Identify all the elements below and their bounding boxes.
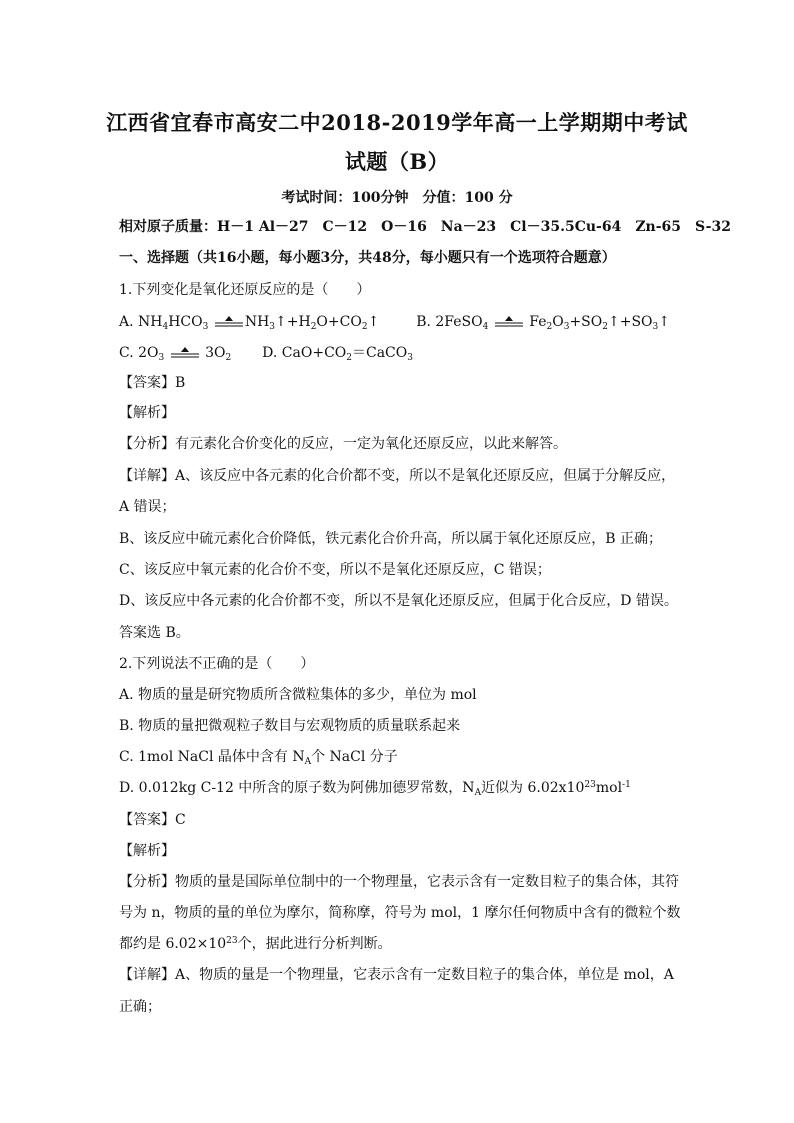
question-2-analysis: 都约是 $6.02\times 10^{23}$个，据此进行分析判断。 <box>119 936 392 952</box>
question-2-option-a: A. 物质的量是研究物质所含微粒集体的多少，单位为 mol <box>119 687 477 703</box>
heat-arrow-icon <box>213 314 245 328</box>
question-2-detail: 【详解】A、物质的量是一个物理量，它表示含有一定数目粒子的集合体，单位是 mol，A <box>119 967 674 983</box>
question-2-answer: 【答案】C <box>119 812 186 828</box>
heat-arrow-icon <box>169 345 201 359</box>
question-1-analysis: 【分析】有元素化合价变化的反应，一定为氧化还原反应，以此来解答。 <box>119 436 567 452</box>
page-title: 江西省宜春市高安二中2018-2019学年高一上学期期中考试 <box>106 110 688 135</box>
question-1-conclusion: 答案选 B。 <box>119 625 190 641</box>
section-heading: 一、选择题（共16小题，每小题3分，共48分，每小题只有一个选项符合题意） <box>119 250 616 266</box>
question-2-option-d: D. 0.012kg C-12 中所含的原子数为阿佛加德罗常数，$N_A$近似为 $6.02x10^{23}mol^{-1}$ <box>119 780 631 798</box>
question-1-detail: D、该反应中各元素的化合价都不变，所以不是氧化还原反应，但属于化合反应，D 错误。 <box>119 593 678 609</box>
question-1-analysis-heading: 【解析】 <box>119 405 175 421</box>
option-b: B. 2FeSO$_4$ $Fe_2O_3+SO_2↑+SO_3↑$ <box>416 314 670 332</box>
question-1-detail: B、该反应中硫元素化合价降低，铁元素化合价升高，所以属于氧化还原反应，B 正确； <box>119 531 663 547</box>
question-2-analysis: 号为 n，物质的量的单位为摩尔，简称摩，符号为 mol，1 摩尔任何物质中含有的微粒个数 <box>119 905 681 921</box>
page-title-line2: 试题（B） <box>344 149 450 174</box>
question-1-options-cd <box>119 345 413 363</box>
question-2-analysis-heading: 【解析】 <box>119 843 175 859</box>
exam-info: 考试时间：100分钟 分值：100 分 <box>281 190 513 206</box>
question-1-detail: A 错误； <box>119 499 176 515</box>
question-2-option-c: C. 1mol NaCl 晶体中含有 $N_A$个 NaCl 分子 <box>119 749 398 767</box>
question-1-detail: 【详解】A、该反应中各元素的化合价都不变，所以不是氧化还原反应，但属于分解反应， <box>119 468 676 484</box>
question-2-option-b: B. 物质的量把微观粒子数目与宏观物质的质量联系起来 <box>119 718 461 734</box>
atomic-masses: 相对原子质量：H－1 Al－27 C－12 O－16 Na－23 Cl－35.5Cu-64 Zn-65 S-32 <box>119 219 731 235</box>
question-1-stem: 1.下列变化是氧化还原反应的是（ ） <box>119 282 371 298</box>
question-1-detail: C、该反应中氧元素的化合价不变，所以不是氧化还原反应，C 错误； <box>119 562 551 578</box>
option-a: A. $NH_4HCO_3$ $NH_3↑+H_2O+CO_2↑$ <box>119 314 380 332</box>
question-2-analysis: 【分析】物质的量是国际单位制中的一个物理量，它表示含有一定数目粒子的集合体，其符 <box>119 874 679 890</box>
question-2-detail: 正确； <box>119 999 161 1015</box>
question-2-stem: 2.下列说法不正确的是（ ） <box>119 656 315 672</box>
question-1-answer: 【答案】B <box>119 375 186 391</box>
option-d: D. $CaO+CO_2=CaCO_3$ <box>262 345 413 363</box>
heat-arrow-icon <box>493 314 525 328</box>
question-1-options-ab <box>119 314 670 332</box>
option-c: C. $2O_3$ $3O_2$ <box>119 345 232 363</box>
